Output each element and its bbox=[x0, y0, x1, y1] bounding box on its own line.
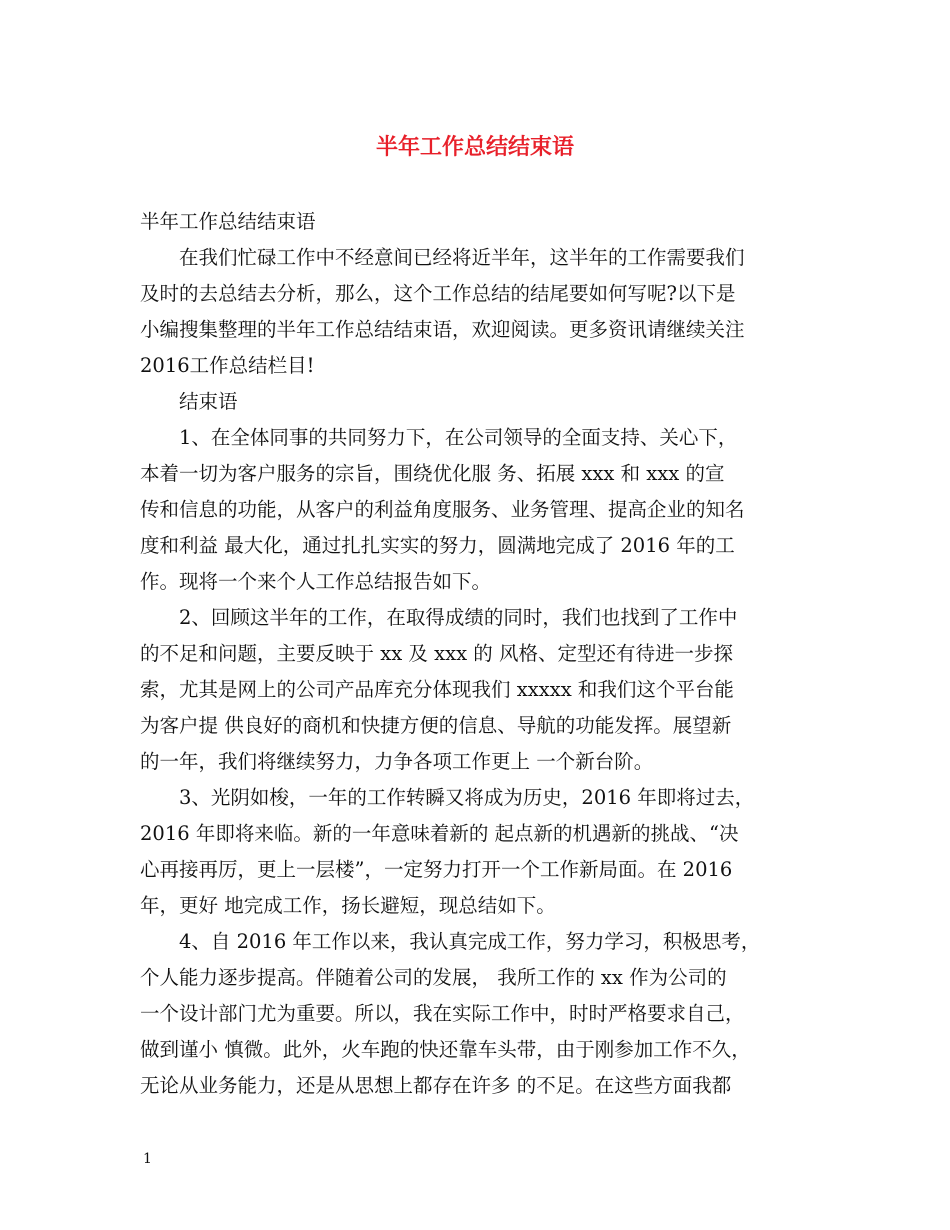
text-line: 索，尤其是网上的公司产品库充分体现我们 xxxxx 和我们这个平台能 bbox=[140, 678, 734, 701]
text-line: 的不足和问题，主要反映于 xx 及 xxx 的 风格、定型还有待进一步探 bbox=[140, 642, 733, 665]
text-line: 的一年，我们将继续努力，力争各项工作更上 一个新台阶。 bbox=[140, 750, 654, 773]
page-number: 1 bbox=[143, 1151, 152, 1167]
text-line: 在我们忙碌工作中不经意间已经将近半年，这半年的工作需要我们 bbox=[140, 246, 745, 269]
text-line: 作。现将一个来个人工作总结报告如下。 bbox=[140, 570, 492, 593]
text-line: 做到谨小 慎微。此外，火车跑的快还靠车头带，由于刚参加工作不久， bbox=[140, 1038, 751, 1061]
text-line: 度和利益 最大化，通过扎扎实实的努力，圆满地完成了 2016 年的工 bbox=[140, 534, 735, 557]
text-line: 及时的去总结去分析，那么，这个工作总结的结尾要如何写呢?以下是 bbox=[140, 282, 736, 305]
text-line: 小编搜集整理的半年工作总结结束语，欢迎阅读。更多资讯请继续关注 bbox=[140, 318, 745, 341]
text-line: 年，更好 地完成工作，扬长避短，现总结如下。 bbox=[140, 894, 556, 917]
text-line: 半年工作总结结束语 bbox=[140, 210, 316, 233]
text-line: 本着一切为客户服务的宗旨，围绕优化服 务、拓展 xxx 和 xxx 的宣 bbox=[140, 462, 725, 485]
text-line: 结束语 bbox=[140, 390, 238, 413]
text-line: 个人能力逐步提高。伴随着公司的发展， 我所工作的 xx 作为公司的 bbox=[140, 966, 727, 989]
text-line: 无论从业务能力，还是从思想上都存在许多 的不足。在这些方面我都 bbox=[140, 1074, 732, 1097]
text-line: 3、光阴如梭，一年的工作转瞬又将成为历史，2016 年即将过去， bbox=[140, 786, 755, 809]
text-line: 1、在全体同事的共同努力下，在公司领导的全面支持、关心下， bbox=[140, 426, 738, 449]
text-line: 一个设计部门尤为重要。所以，我在实际工作中，时时严格要求自己， bbox=[140, 1002, 745, 1025]
document-body bbox=[140, 204, 820, 1104]
text-line: 心再接再厉，更上一层楼”，一定努力打开一个工作新局面。在 2016 bbox=[140, 858, 733, 881]
text-line: 传和信息的功能，从客户的利益角度服务、业务管理、提高企业的知名 bbox=[140, 498, 745, 521]
text-line: 2016 年即将来临。新的一年意味着新的 起点新的机遇新的挑战、“决 bbox=[140, 822, 739, 845]
text-line: 4、自 2016 年工作以来，我认真完成工作，努力学习，积极思考， bbox=[140, 930, 761, 953]
document-title: 半年工作总结结束语 bbox=[375, 134, 574, 160]
text-line: 为客户提 供良好的商机和快捷方便的信息、导航的功能发挥。展望新 bbox=[140, 714, 732, 737]
text-line: 2016工作总结栏目! bbox=[140, 354, 315, 377]
text-line: 2、回顾这半年的工作，在取得成绩的同时，我们也找到了工作中 bbox=[140, 606, 738, 629]
